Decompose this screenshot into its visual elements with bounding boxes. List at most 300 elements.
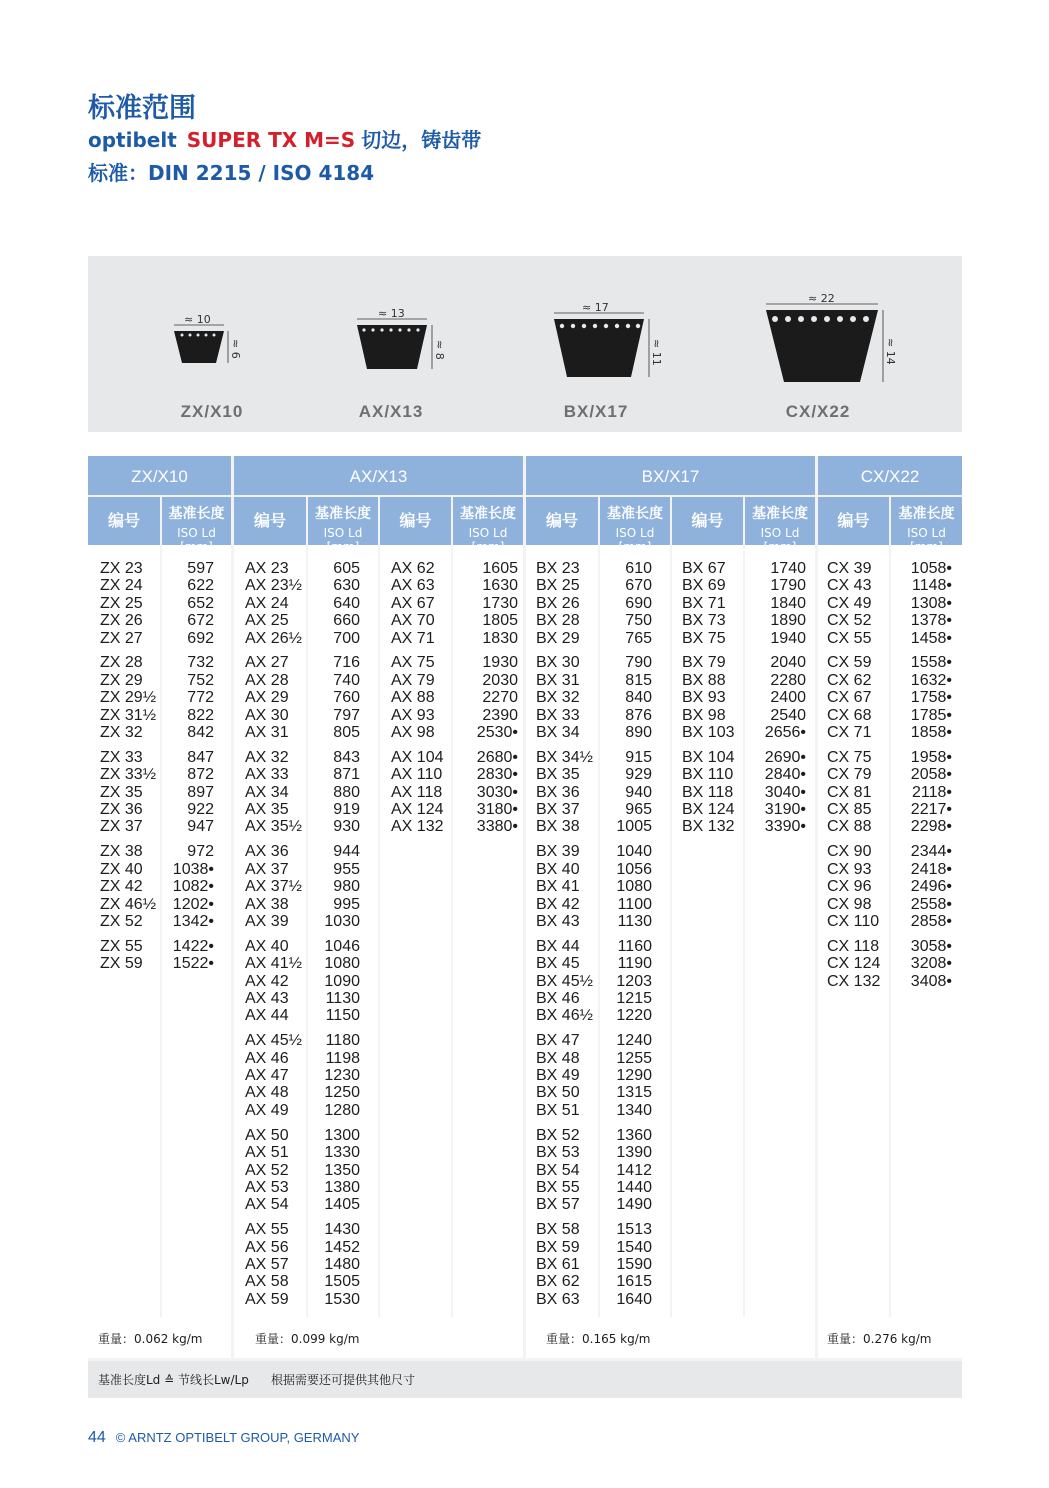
belt-length: 1540 bbox=[616, 1238, 652, 1256]
belt-code: BX 44 bbox=[536, 937, 580, 955]
height-dim: ≈ 14 bbox=[884, 338, 897, 365]
length-table bbox=[88, 456, 962, 1398]
belt-code: BX 32 bbox=[536, 689, 580, 707]
product-description: 切边，铸齿带 bbox=[361, 128, 482, 152]
belt-length: 1390 bbox=[616, 1144, 652, 1162]
belt-code: BX 40 bbox=[536, 860, 580, 878]
belt-code: BX 104 bbox=[682, 748, 735, 766]
belt-length: 1300 bbox=[324, 1126, 360, 1144]
belt-code: CX 98 bbox=[827, 895, 872, 913]
belt-length: 3408• bbox=[910, 972, 952, 990]
height-dim: ≈ 11 bbox=[650, 339, 663, 366]
belt-length: 1790 bbox=[770, 577, 806, 595]
belt-code: BX 93 bbox=[682, 689, 726, 707]
belt-code: AX 55 bbox=[245, 1221, 289, 1239]
group-header-bx: BX/X17 bbox=[526, 456, 815, 495]
belt-code: ZX 31½ bbox=[100, 706, 157, 724]
profile-bx bbox=[540, 256, 680, 432]
belt-length: 1630 bbox=[482, 577, 518, 595]
belt-length: 2530• bbox=[476, 724, 518, 742]
belt-length: 1530 bbox=[324, 1290, 360, 1308]
belt-code: AX 36 bbox=[245, 843, 289, 861]
profile-zx bbox=[140, 256, 280, 432]
belt-length: 1405 bbox=[324, 1196, 360, 1214]
cx-lengths bbox=[894, 560, 952, 990]
belt-code: ZX 29½ bbox=[100, 689, 157, 707]
product-line bbox=[88, 124, 481, 153]
belt-code: BX 29 bbox=[536, 629, 580, 647]
belt-code: BX 42 bbox=[536, 895, 580, 913]
brand-name: optibelt bbox=[88, 128, 177, 152]
belt-code: ZX 46½ bbox=[100, 895, 157, 913]
belt-length: 842 bbox=[187, 724, 214, 742]
belt-length: 1038• bbox=[172, 860, 214, 878]
belt-length: 1785• bbox=[910, 706, 952, 724]
belt-length: 1330 bbox=[324, 1144, 360, 1162]
belt-section-zx-icon bbox=[140, 256, 280, 396]
belt-code: AX 79 bbox=[391, 671, 435, 689]
belt-code: CX 39 bbox=[827, 560, 872, 577]
belt-length: 750 bbox=[625, 612, 652, 630]
belt-code: ZX 29 bbox=[100, 671, 143, 689]
belt-code: AX 28 bbox=[245, 671, 289, 689]
belt-code: BX 46 bbox=[536, 989, 580, 1007]
belt-code: AX 58 bbox=[245, 1273, 289, 1291]
belt-code: ZX 32 bbox=[100, 724, 143, 742]
belt-length: 822 bbox=[187, 706, 214, 724]
belt-code: ZX 33 bbox=[100, 748, 143, 766]
profile-ax bbox=[328, 256, 468, 432]
belt-code: AX 32 bbox=[245, 748, 289, 766]
belt-code: BX 52 bbox=[536, 1126, 580, 1144]
belt-code: AX 37½ bbox=[245, 878, 302, 896]
belt-length: 1230 bbox=[324, 1067, 360, 1085]
belt-length: 1412 bbox=[616, 1161, 652, 1179]
belt-code: CX 79 bbox=[827, 766, 872, 784]
belt-length: 1480 bbox=[324, 1255, 360, 1273]
belt-code: AX 50 bbox=[245, 1126, 289, 1144]
belt-code: BX 73 bbox=[682, 612, 726, 630]
belt-length: 2496• bbox=[910, 878, 952, 896]
belt-code: CX 43 bbox=[827, 577, 872, 595]
belt-code: BX 50 bbox=[536, 1084, 580, 1102]
copyright: © ARNTZ OPTIBELT GROUP, GERMANY bbox=[115, 1430, 360, 1445]
belt-length: 1250 bbox=[324, 1084, 360, 1102]
belt-code: BX 55 bbox=[536, 1178, 580, 1196]
belt-length: 640 bbox=[333, 594, 360, 612]
belt-code: BX 35 bbox=[536, 766, 580, 784]
code-header: 编号 bbox=[234, 497, 306, 545]
belt-code: BX 88 bbox=[682, 671, 726, 689]
belt-code: AX 23½ bbox=[245, 577, 302, 595]
belt-code: CX 124 bbox=[827, 955, 881, 973]
belt-code: CX 68 bbox=[827, 706, 872, 724]
profile-label: AX/X13 bbox=[358, 402, 424, 421]
belt-code: BX 37 bbox=[536, 801, 580, 819]
belt-code: AX 93 bbox=[391, 706, 435, 724]
bx-codes-1 bbox=[536, 560, 598, 1308]
note-row bbox=[88, 1361, 962, 1398]
belt-section-ax-icon bbox=[328, 256, 468, 396]
belt-code: AX 43 bbox=[245, 989, 289, 1007]
belt-length: 1215 bbox=[616, 989, 652, 1007]
belt-section-bx-icon bbox=[540, 256, 680, 396]
belt-code: CX 81 bbox=[827, 783, 872, 801]
belt-length: 1308• bbox=[910, 594, 952, 612]
belt-length: 1430 bbox=[324, 1221, 360, 1239]
belt-code: BX 69 bbox=[682, 577, 726, 595]
belt-length: 740 bbox=[333, 671, 360, 689]
belt-length: 843 bbox=[333, 748, 360, 766]
belt-length: 1198 bbox=[325, 1049, 360, 1067]
belt-length: 1080 bbox=[324, 955, 360, 973]
belt-code: AX 49 bbox=[245, 1101, 289, 1119]
belt-code: AX 118 bbox=[391, 783, 443, 801]
belt-length: 1290 bbox=[616, 1067, 652, 1085]
belt-code: AX 39 bbox=[245, 912, 289, 930]
belt-code: BX 34 bbox=[536, 724, 580, 742]
belt-code: AX 53 bbox=[245, 1178, 289, 1196]
belt-length: 1458• bbox=[910, 629, 952, 647]
belt-length: 930 bbox=[333, 818, 360, 836]
belt-code: AX 45½ bbox=[245, 1032, 302, 1050]
belt-code: AX 33 bbox=[245, 766, 289, 784]
belt-code: AX 48 bbox=[245, 1084, 289, 1102]
belt-code: ZX 27 bbox=[100, 629, 143, 647]
belt-code: CX 62 bbox=[827, 671, 872, 689]
belt-length: 630 bbox=[333, 577, 360, 595]
belt-length: 716 bbox=[333, 654, 360, 672]
belt-length: 1030 bbox=[324, 912, 360, 930]
belt-length: 760 bbox=[333, 689, 360, 707]
belt-length: 1350 bbox=[324, 1161, 360, 1179]
belt-length: 692 bbox=[187, 629, 214, 647]
belt-code: AX 44 bbox=[245, 1007, 289, 1025]
ax-lengths-1 bbox=[310, 560, 360, 1308]
belt-code: AX 104 bbox=[391, 748, 444, 766]
belt-length: 690 bbox=[625, 594, 652, 612]
belt-code: CX 93 bbox=[827, 860, 872, 878]
belt-length: 1378• bbox=[910, 612, 952, 630]
belt-code: AX 31 bbox=[245, 724, 289, 742]
belt-code: AX 56 bbox=[245, 1238, 289, 1256]
profile-label: CX/X22 bbox=[785, 402, 851, 421]
belt-length: 1082• bbox=[172, 878, 214, 896]
belt-code: ZX 24 bbox=[100, 577, 143, 595]
belt-code: CX 49 bbox=[827, 594, 872, 612]
belt-length: 1280 bbox=[324, 1101, 360, 1119]
zx-codes bbox=[100, 560, 158, 973]
belt-code: BX 46½ bbox=[536, 1007, 593, 1025]
belt-length: 670 bbox=[625, 577, 652, 595]
belt-length: 610 bbox=[625, 560, 652, 577]
length-header: 基准长度 ISO Ld bbox=[453, 497, 523, 545]
belt-length: 1360 bbox=[616, 1126, 652, 1144]
belt-length: 1930 bbox=[482, 654, 518, 672]
belt-code: AX 98 bbox=[391, 724, 435, 742]
belt-code: ZX 37 bbox=[100, 818, 143, 836]
belt-length: 915 bbox=[625, 748, 652, 766]
belt-length: 1040 bbox=[616, 843, 652, 861]
length-header: 基准长度 ISO Ld bbox=[891, 497, 962, 545]
belt-code: CX 71 bbox=[827, 724, 872, 742]
belt-code: ZX 35 bbox=[100, 783, 143, 801]
belt-length: 1340 bbox=[616, 1101, 652, 1119]
belt-code: CX 90 bbox=[827, 843, 872, 861]
belt-code: CX 88 bbox=[827, 818, 872, 836]
belt-length: 897 bbox=[187, 783, 214, 801]
code-header: 编号 bbox=[380, 497, 451, 545]
belt-code: AX 27 bbox=[245, 654, 289, 672]
belt-length: 1452 bbox=[324, 1238, 360, 1256]
ax-lengths-2 bbox=[456, 560, 518, 836]
belt-length: 1080 bbox=[616, 878, 652, 896]
belt-length: 919 bbox=[333, 801, 360, 819]
belt-length: 805 bbox=[333, 724, 360, 742]
belt-length: 2344• bbox=[910, 843, 952, 861]
belt-length: 2540 bbox=[770, 706, 806, 724]
belt-length: 597 bbox=[187, 560, 214, 577]
belt-length: 1505 bbox=[324, 1273, 360, 1291]
note-other-sizes: 根据需要还可提供其他尺寸 bbox=[271, 1373, 416, 1387]
belt-length: 1858• bbox=[910, 724, 952, 742]
belt-code: BX 34½ bbox=[536, 748, 593, 766]
belt-code: BX 45½ bbox=[536, 972, 593, 990]
belt-code: AX 23 bbox=[245, 560, 289, 577]
belt-length: 929 bbox=[625, 766, 652, 784]
length-header: 基准长度 ISO Ld bbox=[162, 497, 231, 545]
belt-length: 1190 bbox=[617, 955, 652, 973]
belt-code: CX 67 bbox=[827, 689, 872, 707]
bx-lengths-2 bbox=[748, 560, 806, 836]
belt-length: 772 bbox=[187, 689, 214, 707]
belt-length: 1342• bbox=[172, 912, 214, 930]
belt-section-cx-icon bbox=[750, 256, 900, 396]
belt-code: BX 38 bbox=[536, 818, 580, 836]
belt-code: BX 59 bbox=[536, 1238, 580, 1256]
belt-code: AX 70 bbox=[391, 612, 435, 630]
width-dim: ≈ 22 bbox=[808, 292, 835, 305]
belt-length: 3390• bbox=[764, 818, 806, 836]
belt-length: 797 bbox=[333, 706, 360, 724]
belt-code: ZX 33½ bbox=[100, 766, 157, 784]
belt-code: BX 33 bbox=[536, 706, 580, 724]
belt-length: 2217• bbox=[910, 801, 952, 819]
belt-code: BX 63 bbox=[536, 1290, 580, 1308]
belt-length: 1422• bbox=[172, 937, 214, 955]
belt-length: 1513 bbox=[616, 1221, 652, 1239]
belt-length: 980 bbox=[333, 878, 360, 896]
belt-code: CX 85 bbox=[827, 801, 872, 819]
belt-length: 922 bbox=[187, 801, 214, 819]
profile-label: BX/X17 bbox=[563, 402, 629, 421]
belt-code: AX 25 bbox=[245, 612, 289, 630]
belt-code: BX 48 bbox=[536, 1049, 580, 1067]
belt-length: 876 bbox=[625, 706, 652, 724]
belt-code: ZX 59 bbox=[100, 955, 143, 973]
belt-length: 622 bbox=[187, 577, 214, 595]
belt-length: 1056 bbox=[616, 860, 652, 878]
belt-code: AX 59 bbox=[245, 1290, 289, 1308]
belt-code: BX 31 bbox=[536, 671, 580, 689]
height-dim: ≈ 8 bbox=[433, 340, 446, 360]
belt-length: 1640 bbox=[616, 1290, 652, 1308]
belt-length: 2840• bbox=[764, 766, 806, 784]
page-footer bbox=[88, 1429, 359, 1447]
belt-length: 2656• bbox=[764, 724, 806, 742]
belt-length: 1890 bbox=[770, 612, 806, 630]
profile-label: ZX/X10 bbox=[180, 402, 244, 421]
belt-length: 2690• bbox=[764, 748, 806, 766]
belt-code: AX 37 bbox=[245, 860, 289, 878]
group-header-zx: ZX/X10 bbox=[88, 456, 231, 495]
bx-codes-2 bbox=[682, 560, 742, 836]
belt-code: BX 41 bbox=[536, 878, 580, 896]
belt-code: AX 30 bbox=[245, 706, 289, 724]
belt-length: 3208• bbox=[910, 955, 952, 973]
belt-code: BX 62 bbox=[536, 1273, 580, 1291]
belt-length: 1380 bbox=[324, 1178, 360, 1196]
belt-length: 1490 bbox=[616, 1196, 652, 1214]
weight-bx: 重量：0.165 kg/m bbox=[546, 1332, 651, 1346]
belt-length: 652 bbox=[187, 594, 214, 612]
belt-code: AX 75 bbox=[391, 654, 435, 672]
belt-code: BX 61 bbox=[536, 1255, 580, 1273]
height-dim: ≈ 6 bbox=[229, 339, 242, 359]
belt-code: BX 25 bbox=[536, 577, 580, 595]
belt-code: BX 39 bbox=[536, 843, 580, 861]
belt-code: AX 110 bbox=[391, 766, 443, 784]
belt-length: 1203 bbox=[616, 972, 652, 990]
belt-length: 2400 bbox=[770, 689, 806, 707]
belt-length: 995 bbox=[333, 895, 360, 913]
belt-code: AX 62 bbox=[391, 560, 435, 577]
belt-length: 2858• bbox=[910, 912, 952, 930]
belt-length: 2118• bbox=[911, 783, 952, 801]
belt-code: CX 96 bbox=[827, 878, 872, 896]
belt-length: 3190• bbox=[764, 801, 806, 819]
belt-length: 2680• bbox=[476, 748, 518, 766]
belt-length: 1255 bbox=[616, 1049, 652, 1067]
code-header: 编号 bbox=[672, 497, 743, 545]
belt-length: 1180 bbox=[325, 1032, 360, 1050]
belt-length: 1220 bbox=[616, 1007, 652, 1025]
width-dim: ≈ 17 bbox=[582, 301, 609, 314]
ax-codes-1 bbox=[245, 560, 305, 1308]
belt-length: 1615 bbox=[616, 1273, 652, 1291]
belt-code: BX 57 bbox=[536, 1196, 580, 1214]
belt-code: BX 51 bbox=[536, 1101, 580, 1119]
profile-panel bbox=[88, 256, 962, 432]
belt-length: 2058• bbox=[910, 766, 952, 784]
belt-length: 1730 bbox=[482, 594, 518, 612]
belt-code: ZX 25 bbox=[100, 594, 143, 612]
belt-code: AX 40 bbox=[245, 937, 289, 955]
belt-length: 605 bbox=[333, 560, 360, 577]
belt-code: BX 45 bbox=[536, 955, 580, 973]
belt-code: BX 30 bbox=[536, 654, 580, 672]
belt-length: 790 bbox=[625, 654, 652, 672]
code-header: 编号 bbox=[526, 497, 598, 545]
belt-length: 1130 bbox=[325, 989, 360, 1007]
belt-code: BX 36 bbox=[536, 783, 580, 801]
length-header: 基准长度 ISO Ld bbox=[600, 497, 670, 545]
length-header: 基准长度 ISO Ld bbox=[308, 497, 378, 545]
group-header-ax: AX/X13 bbox=[234, 456, 523, 495]
belt-code: AX 35½ bbox=[245, 818, 302, 836]
belt-length: 1590 bbox=[616, 1255, 652, 1273]
belt-code: AX 34 bbox=[245, 783, 289, 801]
belt-length: 972 bbox=[187, 843, 214, 861]
belt-length: 3058• bbox=[910, 937, 952, 955]
belt-code: AX 67 bbox=[391, 594, 435, 612]
belt-code: BX 58 bbox=[536, 1221, 580, 1239]
group-header-cx: CX/X22 bbox=[818, 456, 962, 495]
belt-code: AX 29 bbox=[245, 689, 289, 707]
belt-code: AX 54 bbox=[245, 1196, 289, 1214]
belt-code: AX 52 bbox=[245, 1161, 289, 1179]
belt-code: CX 59 bbox=[827, 654, 872, 672]
belt-code: AX 63 bbox=[391, 577, 435, 595]
width-dim: ≈ 10 bbox=[184, 313, 211, 326]
belt-code: CX 132 bbox=[827, 972, 881, 990]
standard-line: 标准：DIN 2215 / ISO 4184 bbox=[88, 161, 375, 185]
belt-code: BX 98 bbox=[682, 706, 726, 724]
belt-length: 947 bbox=[187, 818, 214, 836]
belt-length: 1558• bbox=[910, 654, 952, 672]
belt-length: 847 bbox=[187, 748, 214, 766]
page-title: 标准范围 bbox=[88, 93, 196, 124]
belt-code: ZX 38 bbox=[100, 843, 143, 861]
belt-code: BX 47 bbox=[536, 1032, 580, 1050]
belt-length: 672 bbox=[187, 612, 214, 630]
belt-code: BX 132 bbox=[682, 818, 735, 836]
weight-zx: 重量：0.062 kg/m bbox=[98, 1332, 203, 1346]
belt-code: CX 110 bbox=[827, 912, 880, 930]
belt-code: BX 67 bbox=[682, 560, 726, 577]
belt-length: 1840 bbox=[770, 594, 806, 612]
belt-code: BX 23 bbox=[536, 560, 580, 577]
belt-length: 2558• bbox=[910, 895, 952, 913]
belt-length: 1522• bbox=[172, 955, 214, 973]
belt-code: CX 75 bbox=[827, 748, 872, 766]
belt-length: 2040 bbox=[770, 654, 806, 672]
belt-length: 3180• bbox=[476, 801, 518, 819]
ax-codes-2 bbox=[391, 560, 451, 836]
belt-code: BX 26 bbox=[536, 594, 580, 612]
belt-length: 1830 bbox=[482, 629, 518, 647]
belt-code: CX 118 bbox=[827, 937, 880, 955]
page-number: 44 bbox=[88, 1429, 106, 1446]
belt-length: 890 bbox=[625, 724, 652, 742]
belt-code: BX 103 bbox=[682, 724, 735, 742]
belt-code: AX 57 bbox=[245, 1255, 289, 1273]
belt-code: BX 28 bbox=[536, 612, 580, 630]
belt-code: ZX 40 bbox=[100, 860, 143, 878]
belt-code: ZX 55 bbox=[100, 937, 143, 955]
belt-code: CX 55 bbox=[827, 629, 872, 647]
belt-code: AX 38 bbox=[245, 895, 289, 913]
belt-length: 1315 bbox=[616, 1084, 652, 1102]
belt-code: BX 71 bbox=[682, 594, 726, 612]
belt-length: 2418• bbox=[910, 860, 952, 878]
belt-length: 1758• bbox=[910, 689, 952, 707]
belt-length: 965 bbox=[625, 801, 652, 819]
zx-lengths bbox=[164, 560, 214, 973]
belt-length: 1240 bbox=[616, 1032, 652, 1050]
belt-length: 1805 bbox=[482, 612, 518, 630]
belt-code: BX 43 bbox=[536, 912, 580, 930]
